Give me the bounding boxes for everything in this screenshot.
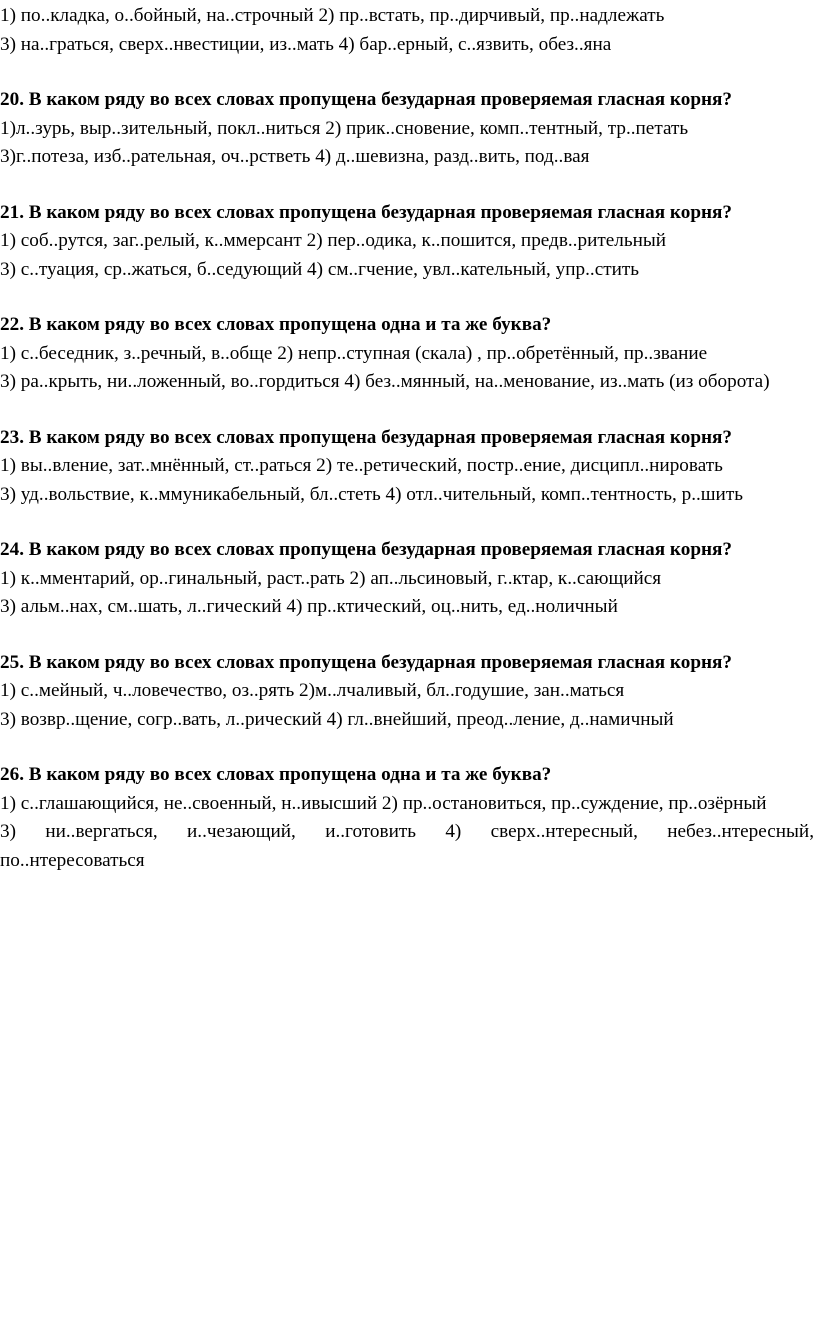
question-26-options-3-4: 3) ни..вергаться, и..чезающий, и..готовить 4) сверх..нтересный, небез..нтересный, по..нтересоваться [0,821,814,871]
question-26-heading: 26. В каком ряду во всех словах пропущена одна и та же буква? [0,764,552,785]
question-25-options-1-2: 1) с..мейный, ч..ловечество, оз..рять 2)м..лчаливый, бл..годушие, зан..маться [0,680,625,701]
question-22-heading: 22. В каком ряду во всех словах пропущена одна и та же буква? [0,314,552,335]
spacer [0,172,814,199]
question-20-heading: 20. В каком ряду во всех словах пропущена безударная проверяемая гласная корня? [0,89,733,110]
question-24-options-3-4: 3) альм..нах, см..шать, л..гический 4) пр..ктический, оц..нить, ед..ноличный [0,596,618,617]
question-20-options-1-2: 1)л..зурь, выр..зительный, покл..ниться 2) прик..сновение, комп..тентный, тр..петать [0,117,689,139]
spacer [0,734,814,761]
question-23-options-3-4: 3) уд..вольствие, к..ммуникабельный, бл..стеть 4) отл..чительный, комп..тентность, р..шить [0,483,743,505]
intro-options-3-4: 3) на..граться, сверх..нвестиции, из..мать 4) бар..ерный, с..язвить, обез..яна [0,33,612,55]
spacer [0,509,814,536]
question-23-options-1-2: 1) вы..вление, зат..мнённый, ст..раться 2) те..ретический, постр..ение, дисципл..нировать [0,455,723,476]
spacer [0,284,814,311]
question-21-options-1-2: 1) соб..рутся, заг..релый, к..ммерсант 2) пер..одика, к..пошится, предв..рительный [0,230,666,251]
question-24-options-1-2: 1) к..мментарий, ор..гинальный, раст..рать 2) ап..льсиновый, г..ктар, к..сающийся [0,567,662,589]
question-22-options-1-2: 1) с..беседник, з..речный, в..обще 2) непр..ступная (скала) , пр..обретённый, пр..звание [0,342,708,364]
question-20-options-3-4: 3)г..потеза, изб..рательная, оч..рстветь 4) д..шевизна, разд..вить, под..вая [0,146,590,167]
question-25-heading: 25. В каком ряду во всех словах пропущена безударная проверяемая гласная корня? [0,651,733,673]
question-22-options-3-4: 3) ра..крыть, ни..ложенный, во..гордиться 4) без..мянный, на..менование, из..мать (из оборота) [0,371,770,392]
question-21-options-3-4: 3) с..туация, ср..жаться, б..седующий 4) см..гчение, увл..кательный, упр..стить [0,258,639,280]
question-23-heading: 23. В каком ряду во всех словах пропущена безударная проверяемая гласная корня? [0,426,733,448]
spacer [0,59,814,86]
question-24-heading: 24. В каком ряду во всех словах пропущена безударная проверяемая гласная корня? [0,539,733,560]
question-26-options-1-2: 1) с..глашающийся, не..своенный, н..ивысший 2) пр..остановиться, пр..суждение, пр..озёрный [0,792,767,814]
question-21-heading: 21. В каком ряду во всех словах пропущена безударная проверяемая гласная корня? [0,201,733,223]
spacer [0,622,814,649]
intro-options-1-2: 1) по..кладка, о..бойный, на..строчный 2) пр..встать, пр..дирчивый, пр..надлежать [0,5,665,26]
question-25-options-3-4: 3) возвр..щение, согр..вать, л..рический 4) гл..внейший, преод..ление, д..намичный [0,708,674,730]
spacer [0,397,814,424]
